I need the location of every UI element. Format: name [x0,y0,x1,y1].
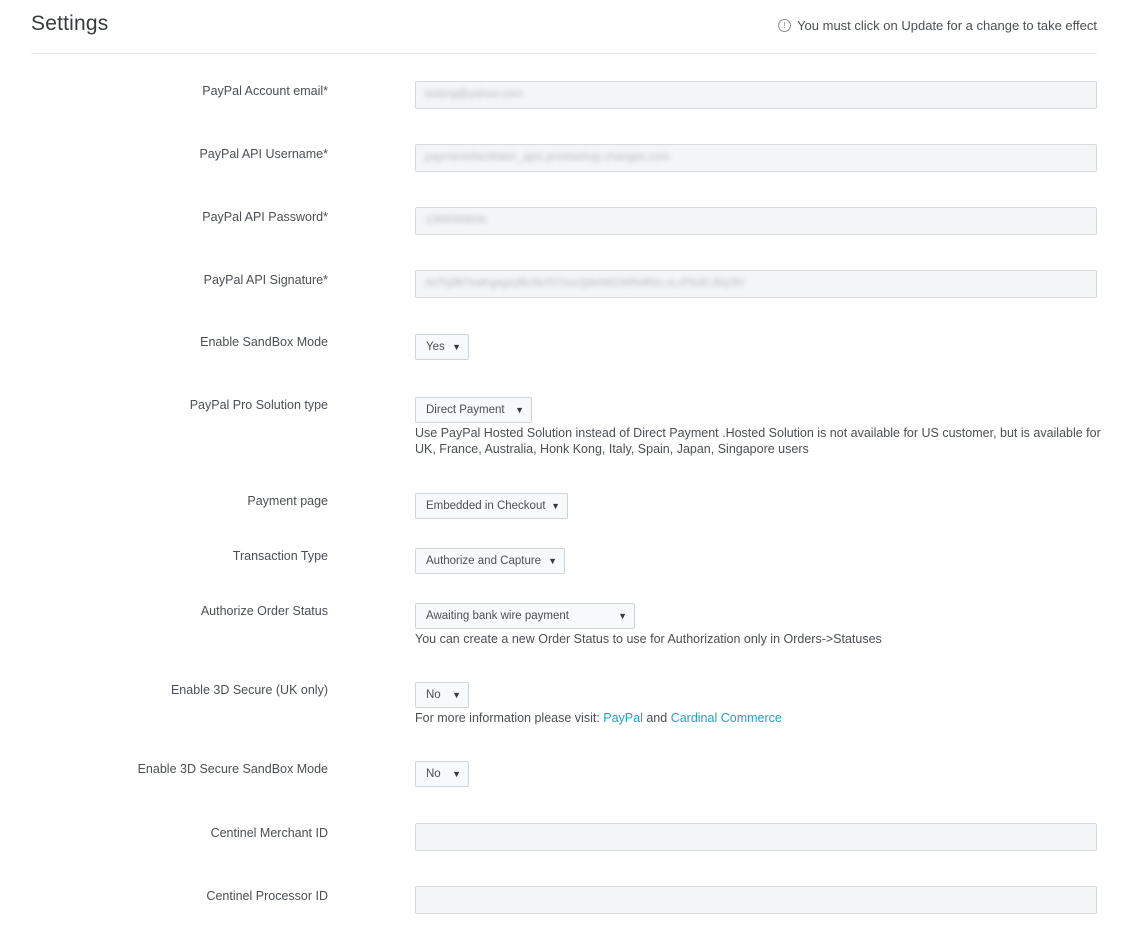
3d-secure-help-and: and [642,711,671,725]
settings-header [31,0,1097,54]
payment-page-select[interactable] [415,493,568,519]
solution-type-help: Use PayPal Hosted Solution instead of Direct Payment .Hosted Solution is not available for US customer, but is available for UK, France, Australia, Honk Kong, Italy, Spain, Japan, Singapore users [415,426,1101,456]
api-password-label: PayPal API Password* [202,210,328,224]
3d-secure-sandbox-label: Enable 3D Secure SandBox Mode [137,762,328,776]
sandbox-mode-value: Yes [426,341,445,353]
api-username-input[interactable] [415,144,1097,172]
authorize-status-help: You can create a new Order Status to use for Authorization only in Orders->Statuses [415,632,882,646]
3d-secure-sandbox-select[interactable] [415,761,469,787]
row-3d-secure-sandbox [0,761,1124,787]
authorize-status-value: Awaiting bank wire payment [426,610,569,622]
row-authorize-status [0,603,1124,646]
paypal-email-value: testing@yahoo.com [425,88,523,100]
transaction-type-select[interactable] [415,548,565,574]
payment-page-value: Embedded in Checkout [426,500,546,512]
info-circle-icon: ! [778,19,791,32]
api-signature-value: AnTsjiBl7eaKgagzyBc8eXt7oso2jdoNEDMNdRtn.vLcPAdCJkiy3H [425,277,744,289]
3d-secure-help [415,710,1105,726]
3d-secure-sandbox-value: No [426,768,441,780]
3d-secure-help-prefix: For more information please visit: [415,711,604,725]
row-solution-type [0,397,1124,456]
caret-down-icon: ▼ [452,690,461,700]
caret-down-icon: ▼ [515,405,524,415]
centinel-merchant-input[interactable] [415,823,1097,851]
api-password-value: 1365099834 [425,214,487,226]
caret-down-icon: ▼ [452,769,461,779]
row-centinel-processor [0,886,1124,914]
api-username-label: PayPal API Username* [199,147,328,161]
row-api-username [0,144,1124,172]
sandbox-mode-label: Enable SandBox Mode [200,335,328,349]
paypal-link[interactable]: PayPal [603,711,643,725]
row-api-signature [0,270,1124,298]
paypal-email-input[interactable] [415,81,1097,109]
centinel-merchant-label: Centinel Merchant ID [210,826,328,840]
solution-type-label: PayPal Pro Solution type [189,398,328,412]
row-transaction-type [0,548,1124,574]
caret-down-icon: ▼ [452,342,461,352]
paypal-email-label: PayPal Account email* [202,84,328,98]
update-notice-text: You must click on Update for a change to take effect [797,18,1097,33]
api-signature-label: PayPal API Signature* [203,273,328,287]
api-username-value: paymentsfacilitator_api1.prestashop.changes.com [425,151,670,163]
3d-secure-label: Enable 3D Secure (UK only) [170,683,328,697]
row-paypal-email [0,81,1124,109]
transaction-type-label: Transaction Type [232,549,328,563]
centinel-processor-label: Centinel Processor ID [206,889,328,903]
api-password-input[interactable] [415,207,1097,235]
authorize-status-label: Authorize Order Status [200,604,328,618]
solution-type-select[interactable] [415,397,532,423]
update-notice [778,18,1097,33]
row-payment-page [0,493,1124,519]
caret-down-icon: ▼ [618,611,627,621]
transaction-type-value: Authorize and Capture [426,555,542,567]
3d-secure-value: No [426,689,441,701]
page-title: Settings [31,12,109,35]
api-signature-input[interactable] [415,270,1097,298]
row-sandbox-mode [0,334,1124,360]
caret-down-icon: ▼ [548,556,557,566]
sandbox-mode-select[interactable] [415,334,469,360]
row-3d-secure [0,682,1124,725]
solution-type-value: Direct Payment [426,404,505,416]
payment-page-label: Payment page [247,494,328,508]
cardinal-commerce-link[interactable]: Cardinal Commerce [670,711,782,725]
centinel-processor-input[interactable] [415,886,1097,914]
row-centinel-merchant [0,823,1124,851]
authorize-status-select[interactable] [415,603,635,629]
3d-secure-select[interactable] [415,682,469,708]
caret-down-icon: ▼ [551,501,560,511]
row-api-password [0,207,1124,235]
